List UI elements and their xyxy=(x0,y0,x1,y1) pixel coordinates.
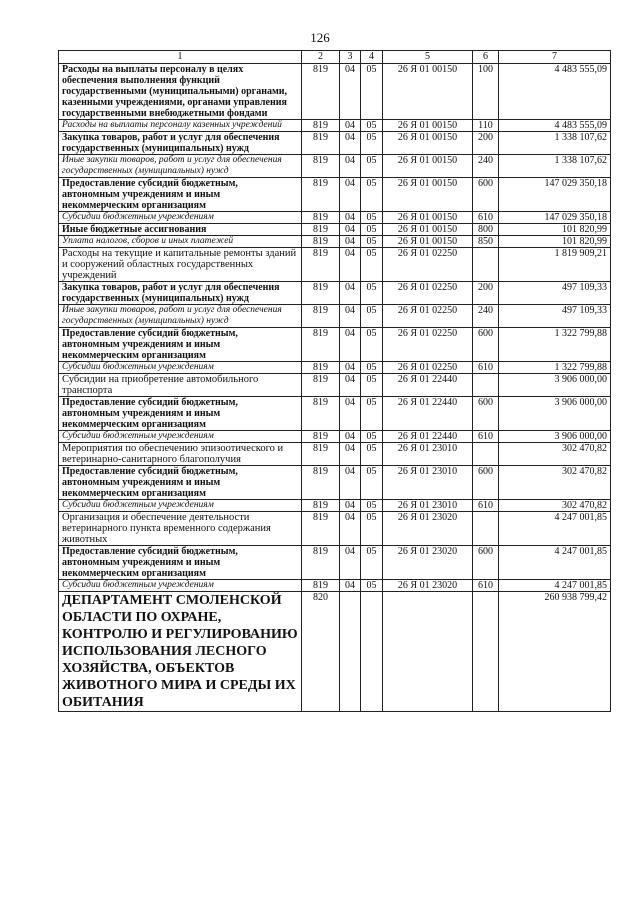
cell-subsection: 05 xyxy=(361,236,383,248)
cell-amount: 3 906 000,00 xyxy=(499,431,611,443)
cell-target-article: 26 Я 01 02250 xyxy=(383,305,473,328)
cell-expense-type: 200 xyxy=(473,132,499,155)
cell-code: 819 xyxy=(302,282,340,305)
cell-target-article: 26 Я 01 00150 xyxy=(383,212,473,224)
cell-expense-type xyxy=(473,512,499,546)
cell-code: 819 xyxy=(302,64,340,120)
row-name: Предоставление субсидий бюджетным, автономным учреждениям и иным некоммерческим организациям xyxy=(59,466,302,500)
cell-subsection: 05 xyxy=(361,328,383,362)
cell-code: 819 xyxy=(302,224,340,236)
cell-target-article: 26 Я 01 00150 xyxy=(383,155,473,178)
cell-expense-type: 600 xyxy=(473,178,499,212)
table-row xyxy=(59,178,611,212)
cell-target-article: 26 Я 01 02250 xyxy=(383,248,473,282)
cell-code: 819 xyxy=(302,328,340,362)
cell-code: 819 xyxy=(302,500,340,512)
cell-code: 819 xyxy=(302,305,340,328)
header-col-4: 4 xyxy=(361,51,383,64)
cell-section: 04 xyxy=(340,178,361,212)
cell-section: 04 xyxy=(340,397,361,431)
table-row xyxy=(59,120,611,132)
cell-amount: 101 820,99 xyxy=(499,236,611,248)
cell-subsection: 05 xyxy=(361,500,383,512)
cell-section: 04 xyxy=(340,236,361,248)
cell-expense-type: 240 xyxy=(473,305,499,328)
cell-section: 04 xyxy=(340,580,361,592)
department-row xyxy=(59,592,611,712)
row-name: Расходы на текущие и капитальные ремонты зданий и сооружений областных государственных учреждений xyxy=(59,248,302,282)
table-row xyxy=(59,328,611,362)
cell-amount: 147 029 350,18 xyxy=(499,178,611,212)
cell-target-article: 26 Я 01 23020 xyxy=(383,580,473,592)
table-row xyxy=(59,374,611,397)
row-name: Субсидии на приобретение автомобильного транспорта xyxy=(59,374,302,397)
cell-section: 04 xyxy=(340,305,361,328)
cell-target-article: 26 Я 01 02250 xyxy=(383,362,473,374)
cell-expense-type: 850 xyxy=(473,236,499,248)
cell-amount: 4 247 001,85 xyxy=(499,546,611,580)
header-col-3: 3 xyxy=(340,51,361,64)
cell-target-article: 26 Я 01 00150 xyxy=(383,132,473,155)
header-col-6: 6 xyxy=(473,51,499,64)
cell-subsection: 05 xyxy=(361,178,383,212)
row-name: Предоставление субсидий бюджетным, автономным учреждениям и иным некоммерческим организациям xyxy=(59,397,302,431)
cell-section: 04 xyxy=(340,512,361,546)
row-name: Расходы на выплаты персоналу в целях обеспечения выполнения функций государственными (муниципальными) органами, казенными учреждениями, органами управления государственными внебюджетными фондами xyxy=(59,64,302,120)
cell-code: 819 xyxy=(302,374,340,397)
cell-subsection: 05 xyxy=(361,248,383,282)
table-row xyxy=(59,546,611,580)
cell-expense-type: 800 xyxy=(473,224,499,236)
cell-code: 819 xyxy=(302,236,340,248)
cell-target-article: 26 Я 01 23010 xyxy=(383,443,473,466)
cell-amount: 4 247 001,85 xyxy=(499,580,611,592)
cell-section: 04 xyxy=(340,212,361,224)
table-body xyxy=(59,64,611,712)
table-row xyxy=(59,224,611,236)
cell-subsection xyxy=(361,592,383,712)
cell-target-article: 26 Я 01 23010 xyxy=(383,500,473,512)
table-row xyxy=(59,236,611,248)
table-row xyxy=(59,362,611,374)
cell-amount: 4 483 555,09 xyxy=(499,64,611,120)
row-name: Предоставление субсидий бюджетным, автономным учреждениям и иным некоммерческим организациям xyxy=(59,546,302,580)
row-name: Субсидии бюджетным учреждениям xyxy=(59,500,302,512)
cell-section: 04 xyxy=(340,132,361,155)
cell-code: 819 xyxy=(302,155,340,178)
cell-subsection: 05 xyxy=(361,120,383,132)
cell-expense-type xyxy=(473,248,499,282)
cell-code: 820 xyxy=(302,592,340,712)
cell-amount: 1 819 909,21 xyxy=(499,248,611,282)
row-name: ДЕПАРТАМЕНТ СМОЛЕНСКОЙ ОБЛАСТИ ПО ОХРАНЕ, КОНТРОЛЮ И РЕГУЛИРОВАНИЮ ИСПОЛЬЗОВАНИЯ ЛЕСНОГО ХОЗЯЙСТВА, ОБЪЕКТОВ ЖИВОТНОГО МИРА И СРЕДЫ ИХ ОБИТАНИЯ xyxy=(59,592,302,712)
cell-target-article: 26 Я 01 00150 xyxy=(383,120,473,132)
row-name: Расходы на выплаты персоналу казенных учреждений xyxy=(59,120,302,132)
cell-amount: 3 906 000,00 xyxy=(499,374,611,397)
cell-target-article: 26 Я 01 23020 xyxy=(383,546,473,580)
cell-subsection: 05 xyxy=(361,155,383,178)
cell-amount: 302 470,82 xyxy=(499,443,611,466)
table-row xyxy=(59,248,611,282)
cell-target-article xyxy=(383,592,473,712)
row-name: Уплата налогов, сборов и иных платежей xyxy=(59,236,302,248)
cell-section: 04 xyxy=(340,500,361,512)
row-name: Закупка товаров, работ и услуг для обеспечения государственных (муниципальных) нужд xyxy=(59,132,302,155)
cell-subsection: 05 xyxy=(361,580,383,592)
row-name: Иные закупки товаров, работ и услуг для обеспечения государственных (муниципальных) нужд xyxy=(59,155,302,178)
cell-target-article: 26 Я 01 22440 xyxy=(383,397,473,431)
table-row xyxy=(59,443,611,466)
cell-subsection: 05 xyxy=(361,431,383,443)
table-row xyxy=(59,431,611,443)
cell-expense-type xyxy=(473,374,499,397)
cell-amount: 1 338 107,62 xyxy=(499,132,611,155)
cell-section: 04 xyxy=(340,443,361,466)
table-row xyxy=(59,397,611,431)
cell-target-article: 26 Я 01 00150 xyxy=(383,178,473,212)
cell-code: 819 xyxy=(302,212,340,224)
cell-target-article: 26 Я 01 22440 xyxy=(383,431,473,443)
cell-subsection: 05 xyxy=(361,132,383,155)
cell-expense-type: 600 xyxy=(473,546,499,580)
cell-subsection: 05 xyxy=(361,64,383,120)
cell-section: 04 xyxy=(340,431,361,443)
table-row xyxy=(59,64,611,120)
cell-section: 04 xyxy=(340,328,361,362)
cell-amount: 3 906 000,00 xyxy=(499,397,611,431)
cell-code: 819 xyxy=(302,512,340,546)
cell-code: 819 xyxy=(302,397,340,431)
row-name: Субсидии бюджетным учреждениям xyxy=(59,362,302,374)
cell-expense-type xyxy=(473,592,499,712)
cell-subsection: 05 xyxy=(361,512,383,546)
row-name: Предоставление субсидий бюджетным, автономным учреждениям и иным некоммерческим организациям xyxy=(59,178,302,212)
cell-expense-type: 610 xyxy=(473,500,499,512)
cell-code: 819 xyxy=(302,132,340,155)
row-name: Организация и обеспечение деятельности ветеринарного пункта временного содержания животных xyxy=(59,512,302,546)
cell-expense-type: 200 xyxy=(473,282,499,305)
cell-section: 04 xyxy=(340,224,361,236)
table-row xyxy=(59,512,611,546)
table-row xyxy=(59,580,611,592)
cell-section: 04 xyxy=(340,282,361,305)
cell-code: 819 xyxy=(302,580,340,592)
cell-target-article: 26 Я 01 00150 xyxy=(383,224,473,236)
cell-subsection: 05 xyxy=(361,282,383,305)
cell-target-article: 26 Я 01 02250 xyxy=(383,282,473,305)
header-col-5: 5 xyxy=(383,51,473,64)
row-name: Субсидии бюджетным учреждениям xyxy=(59,212,302,224)
cell-subsection: 05 xyxy=(361,224,383,236)
table-row xyxy=(59,282,611,305)
cell-section xyxy=(340,592,361,712)
cell-subsection: 05 xyxy=(361,362,383,374)
cell-amount: 302 470,82 xyxy=(499,466,611,500)
cell-section: 04 xyxy=(340,362,361,374)
row-name: Субсидии бюджетным учреждениям xyxy=(59,580,302,592)
header-col-2: 2 xyxy=(302,51,340,64)
cell-amount: 260 938 799,42 xyxy=(499,592,611,712)
row-name: Мероприятия по обеспечению эпизоотического и ветеринарно-санитарного благополучия xyxy=(59,443,302,466)
cell-amount: 147 029 350,18 xyxy=(499,212,611,224)
cell-amount: 1 322 799,88 xyxy=(499,328,611,362)
cell-expense-type: 610 xyxy=(473,362,499,374)
cell-amount: 4 483 555,09 xyxy=(499,120,611,132)
cell-expense-type: 610 xyxy=(473,431,499,443)
cell-expense-type: 100 xyxy=(473,64,499,120)
table-row xyxy=(59,132,611,155)
cell-expense-type: 610 xyxy=(473,580,499,592)
row-name: Субсидии бюджетным учреждениям xyxy=(59,431,302,443)
cell-target-article: 26 Я 01 02250 xyxy=(383,328,473,362)
cell-expense-type: 600 xyxy=(473,466,499,500)
cell-code: 819 xyxy=(302,362,340,374)
cell-code: 819 xyxy=(302,120,340,132)
cell-target-article: 26 Я 01 23010 xyxy=(383,466,473,500)
cell-subsection: 05 xyxy=(361,212,383,224)
cell-amount: 497 109,33 xyxy=(499,282,611,305)
budget-table xyxy=(58,50,611,712)
cell-expense-type: 600 xyxy=(473,328,499,362)
cell-subsection: 05 xyxy=(361,397,383,431)
row-name: Иные бюджетные ассигнования xyxy=(59,224,302,236)
cell-section: 04 xyxy=(340,155,361,178)
table-row xyxy=(59,212,611,224)
cell-target-article: 26 Я 01 00150 xyxy=(383,236,473,248)
table-row xyxy=(59,466,611,500)
cell-section: 04 xyxy=(340,466,361,500)
header-col-7: 7 xyxy=(499,51,611,64)
cell-expense-type: 240 xyxy=(473,155,499,178)
cell-subsection: 05 xyxy=(361,546,383,580)
row-name: Закупка товаров, работ и услуг для обеспечения государственных (муниципальных) нужд xyxy=(59,282,302,305)
cell-code: 819 xyxy=(302,178,340,212)
cell-amount: 302 470,82 xyxy=(499,500,611,512)
header-col-1: 1 xyxy=(59,51,302,64)
cell-section: 04 xyxy=(340,546,361,580)
cell-section: 04 xyxy=(340,64,361,120)
cell-amount: 497 109,33 xyxy=(499,305,611,328)
cell-amount: 101 820,99 xyxy=(499,224,611,236)
table-row xyxy=(59,155,611,178)
cell-expense-type xyxy=(473,443,499,466)
cell-subsection: 05 xyxy=(361,466,383,500)
cell-section: 04 xyxy=(340,120,361,132)
cell-expense-type: 110 xyxy=(473,120,499,132)
cell-code: 819 xyxy=(302,466,340,500)
cell-code: 819 xyxy=(302,248,340,282)
page-number: 126 xyxy=(310,30,330,45)
cell-subsection: 05 xyxy=(361,374,383,397)
row-name: Предоставление субсидий бюджетным, автономным учреждениям и иным некоммерческим организациям xyxy=(59,328,302,362)
cell-code: 819 xyxy=(302,546,340,580)
row-name: Иные закупки товаров, работ и услуг для обеспечения государственных (муниципальных) нужд xyxy=(59,305,302,328)
cell-amount: 4 247 001,85 xyxy=(499,512,611,546)
cell-section: 04 xyxy=(340,248,361,282)
cell-expense-type: 600 xyxy=(473,397,499,431)
cell-target-article: 26 Я 01 23020 xyxy=(383,512,473,546)
header-row xyxy=(59,51,611,64)
cell-amount: 1 338 107,62 xyxy=(499,155,611,178)
cell-expense-type: 610 xyxy=(473,212,499,224)
cell-target-article: 26 Я 01 22440 xyxy=(383,374,473,397)
table-row xyxy=(59,305,611,328)
cell-target-article: 26 Я 01 00150 xyxy=(383,64,473,120)
cell-code: 819 xyxy=(302,431,340,443)
cell-amount: 1 322 799,88 xyxy=(499,362,611,374)
cell-code: 819 xyxy=(302,443,340,466)
table-row xyxy=(59,500,611,512)
cell-section: 04 xyxy=(340,374,361,397)
cell-subsection: 05 xyxy=(361,443,383,466)
cell-subsection: 05 xyxy=(361,305,383,328)
